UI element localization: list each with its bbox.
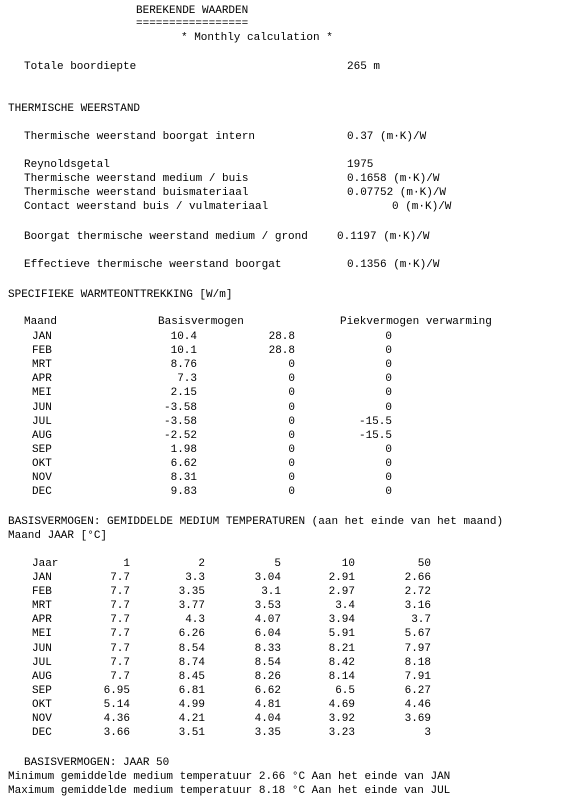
extraction-base-cell: 8.31 bbox=[170, 472, 197, 484]
thermal-label: Thermische weerstand buismateriaal bbox=[24, 187, 249, 199]
extraction-peak-cell: 0 bbox=[385, 345, 392, 358]
extraction-base-cell: -2.52 bbox=[163, 429, 197, 442]
temps-value-cell: 8.45 bbox=[178, 670, 205, 683]
extraction-peak-cell: 0 bbox=[385, 457, 392, 470]
thermal-label: Thermische weerstand medium / buis bbox=[24, 173, 249, 185]
temps-value-cell: 4.69 bbox=[328, 698, 355, 711]
temps-value-cell: 7.7 bbox=[110, 600, 130, 613]
thermal-label: Effectieve thermische weerstand boorgat bbox=[24, 259, 282, 271]
temps-value-cell: 2.66 bbox=[404, 572, 431, 584]
extraction-peak-cell: -15.5 bbox=[358, 429, 392, 442]
temps-month-cell: DEC bbox=[32, 727, 52, 740]
temps-value-cell: 6.62 bbox=[254, 684, 281, 697]
extraction-month-cell: OKT bbox=[32, 457, 52, 470]
extraction-month-cell: NOV bbox=[32, 472, 52, 484]
temps-month-cell: JAN bbox=[32, 572, 52, 584]
temps-value-cell: 3.35 bbox=[254, 727, 281, 740]
extraction-month-cell: SEP bbox=[32, 443, 52, 456]
thermal-value: 1975 bbox=[347, 159, 374, 171]
extraction-month-cell: JUN bbox=[32, 401, 52, 414]
extraction-base-cell: 7.3 bbox=[177, 373, 197, 386]
temps-col-header: 10 bbox=[341, 558, 355, 570]
temps-value-cell: 6.04 bbox=[254, 628, 281, 641]
temps-value-cell: 4.46 bbox=[404, 698, 431, 711]
extraction-month-cell: APR bbox=[32, 373, 52, 386]
temps-value-cell: 3.53 bbox=[254, 600, 281, 613]
temps-value-cell: 3.16 bbox=[404, 600, 431, 613]
temps-value-cell: 3.69 bbox=[404, 713, 431, 725]
temps-value-cell: 4.21 bbox=[178, 713, 205, 725]
temps-value-cell: 6.26 bbox=[178, 628, 205, 641]
temps-value-cell: 3.92 bbox=[328, 713, 355, 725]
temps-month-cell: APR bbox=[32, 614, 52, 627]
extraction-base-peak-cell: 0 bbox=[288, 415, 295, 428]
temps-value-cell: 8.42 bbox=[328, 656, 355, 669]
temps-col-header: 50 bbox=[417, 558, 431, 570]
extraction-month-cell: DEC bbox=[32, 486, 52, 499]
extraction-base-cell: 9.83 bbox=[170, 486, 197, 499]
temps-value-cell: 7.91 bbox=[404, 670, 431, 683]
temps-value-cell: 7.7 bbox=[110, 656, 130, 669]
temps-value-cell: 6.81 bbox=[178, 684, 205, 697]
extraction-base-cell: 10.4 bbox=[170, 331, 197, 343]
temps-value-cell: 8.33 bbox=[254, 642, 281, 655]
temps-value-cell: 8.14 bbox=[328, 670, 355, 683]
temps-value-cell: 3.4 bbox=[335, 600, 355, 613]
temps-value-cell: 8.18 bbox=[404, 656, 431, 669]
summary-min-line: Minimum gemiddelde medium temperatuur 2.66 °C Aan het einde van JAN bbox=[8, 771, 451, 783]
thermal-value: 0.1356 (m·K)/W bbox=[347, 259, 440, 271]
extraction-peak-cell: 0 bbox=[385, 486, 392, 499]
temps-value-cell: 3.66 bbox=[103, 727, 130, 740]
thermal-value: 0.1658 (m·K)/W bbox=[347, 173, 440, 185]
extraction-peak-cell: 0 bbox=[385, 443, 392, 456]
extraction-month-cell: JUL bbox=[32, 415, 52, 428]
extraction-peak-cell: 0 bbox=[385, 373, 392, 386]
temps-value-cell: 8.26 bbox=[254, 670, 281, 683]
summary-heading: BASISVERMOGEN: JAAR 50 bbox=[24, 757, 170, 769]
temps-month-cell: OKT bbox=[32, 698, 52, 711]
temps-value-cell: 8.74 bbox=[178, 656, 205, 669]
extraction-peak-cell: 0 bbox=[385, 401, 392, 414]
extraction-base-cell: -3.58 bbox=[163, 401, 197, 414]
extraction-peak-cell: 0 bbox=[385, 387, 392, 400]
thermal-value: 0 (m·K)/W bbox=[392, 201, 452, 213]
extraction-base-peak-cell: 0 bbox=[288, 472, 295, 484]
extraction-base-peak-cell: 0 bbox=[288, 486, 295, 499]
title-underline: ================= bbox=[136, 18, 249, 30]
temps-month-cell: MEI bbox=[32, 628, 52, 641]
temps-value-cell: 3.23 bbox=[328, 727, 355, 740]
temps-value-cell: 7.7 bbox=[110, 642, 130, 655]
temps-month-cell: JUN bbox=[32, 642, 52, 655]
temps-value-cell: 7.7 bbox=[110, 628, 130, 641]
depth-value: 265 m bbox=[347, 61, 381, 73]
extraction-base-peak-cell: 28.8 bbox=[268, 345, 295, 358]
temps-value-cell: 8.54 bbox=[178, 642, 205, 655]
extraction-base-cell: 1.98 bbox=[170, 443, 197, 456]
temps-value-cell: 7.97 bbox=[404, 642, 431, 655]
temps-value-cell: 4.07 bbox=[254, 614, 281, 627]
temps-value-cell: 5.67 bbox=[404, 628, 431, 641]
temps-month-cell: FEB bbox=[32, 586, 52, 599]
temps-value-cell: 4.81 bbox=[254, 698, 281, 711]
temps-value-cell: 6.27 bbox=[404, 684, 431, 697]
extraction-base-peak-cell: 0 bbox=[288, 401, 295, 414]
temps-value-cell: 4.99 bbox=[178, 698, 205, 711]
temps-col-header: 5 bbox=[274, 558, 281, 570]
summary-max-line: Maximum gemiddelde medium temperatuur 8.18 °C Aan het einde van JUL bbox=[8, 785, 451, 797]
col-base-header: Basisvermogen bbox=[158, 316, 244, 328]
temps-value-cell: 3.77 bbox=[178, 600, 205, 613]
report-subtitle: * Monthly calculation * bbox=[181, 32, 333, 44]
thermal-heading: THERMISCHE WEERSTAND bbox=[8, 103, 141, 115]
temps-subheading: Maand JAAR [°C] bbox=[8, 530, 108, 542]
extraction-base-peak-cell: 0 bbox=[288, 373, 295, 386]
depth-label: Totale boordiepte bbox=[24, 61, 137, 73]
thermal-value: 0.07752 (m·K)/W bbox=[347, 187, 447, 199]
extraction-base-peak-cell: 0 bbox=[288, 443, 295, 456]
col-peak-header: Piekvermogen verwarming bbox=[340, 316, 492, 328]
temps-value-cell: 3.7 bbox=[411, 614, 431, 627]
col-month-header: Maand bbox=[24, 316, 58, 328]
temps-value-cell: 5.14 bbox=[103, 698, 130, 711]
temps-month-cell: MRT bbox=[32, 600, 52, 613]
extraction-month-cell: AUG bbox=[32, 429, 52, 442]
extraction-peak-cell: 0 bbox=[385, 472, 392, 484]
thermal-value: 0.37 (m·K)/W bbox=[347, 131, 427, 143]
extraction-heading: SPECIFIEKE WARMTEONTTREKKING [W/m] bbox=[8, 289, 233, 301]
temps-value-cell: 6.95 bbox=[103, 684, 130, 697]
extraction-month-cell: MRT bbox=[32, 359, 52, 372]
extraction-base-cell: 8.76 bbox=[170, 359, 197, 372]
temps-value-cell: 3 bbox=[424, 727, 431, 740]
extraction-month-cell: JAN bbox=[32, 331, 52, 343]
extraction-base-cell: 10.1 bbox=[170, 345, 197, 358]
temps-value-cell: 4.3 bbox=[185, 614, 205, 627]
extraction-month-cell: MEI bbox=[32, 387, 52, 400]
extraction-base-cell: 2.15 bbox=[170, 387, 197, 400]
extraction-base-peak-cell: 0 bbox=[288, 387, 295, 400]
extraction-peak-cell: -15.5 bbox=[358, 415, 392, 428]
temps-value-cell: 2.72 bbox=[404, 586, 431, 599]
extraction-peak-cell: 0 bbox=[385, 359, 392, 372]
temps-value-cell: 7.7 bbox=[110, 586, 130, 599]
temps-col-header: 1 bbox=[123, 558, 130, 570]
extraction-base-cell: -3.58 bbox=[163, 415, 197, 428]
temps-month-cell: JUL bbox=[32, 656, 52, 669]
extraction-base-peak-cell: 0 bbox=[288, 457, 295, 470]
thermal-label: Contact weerstand buis / vulmateriaal bbox=[24, 201, 269, 213]
temps-value-cell: 2.91 bbox=[328, 572, 355, 584]
temps-heading: BASISVERMOGEN: GEMIDDELDE MEDIUM TEMPERATUREN (aan het einde van het maand) bbox=[8, 516, 504, 528]
temps-value-cell: 3.3 bbox=[185, 572, 205, 584]
temps-value-cell: 3.1 bbox=[261, 586, 281, 599]
temps-value-cell: 5.91 bbox=[328, 628, 355, 641]
temps-month-cell: NOV bbox=[32, 713, 52, 725]
extraction-base-peak-cell: 0 bbox=[288, 359, 295, 372]
extraction-base-peak-cell: 0 bbox=[288, 429, 295, 442]
temps-col-header: 2 bbox=[198, 558, 205, 570]
temps-month-cell: SEP bbox=[32, 684, 52, 697]
temps-month-cell: AUG bbox=[32, 670, 52, 683]
extraction-month-cell: FEB bbox=[32, 345, 52, 358]
temps-value-cell: 4.36 bbox=[103, 713, 130, 725]
temps-value-cell: 8.21 bbox=[328, 642, 355, 655]
temps-value-cell: 8.54 bbox=[254, 656, 281, 669]
temps-value-cell: 6.5 bbox=[335, 684, 355, 697]
thermal-value: 0.1197 (m·K)/W bbox=[337, 231, 430, 243]
temps-col-header: Jaar bbox=[32, 558, 59, 570]
extraction-base-peak-cell: 28.8 bbox=[268, 331, 295, 343]
report-title: BEREKENDE WAARDEN bbox=[136, 5, 249, 17]
temps-value-cell: 7.7 bbox=[110, 572, 130, 584]
temps-value-cell: 3.04 bbox=[254, 572, 281, 584]
temps-value-cell: 7.7 bbox=[110, 614, 130, 627]
temps-value-cell: 3.35 bbox=[178, 586, 205, 599]
extraction-peak-cell: 0 bbox=[385, 331, 392, 343]
extraction-base-cell: 6.62 bbox=[170, 457, 197, 470]
thermal-label: Reynoldsgetal bbox=[24, 159, 110, 171]
thermal-label: Boorgat thermische weerstand medium / grond bbox=[24, 231, 308, 243]
temps-value-cell: 7.7 bbox=[110, 670, 130, 683]
temps-value-cell: 3.51 bbox=[178, 727, 205, 740]
thermal-label: Thermische weerstand boorgat intern bbox=[24, 131, 256, 143]
temps-value-cell: 4.04 bbox=[254, 713, 281, 725]
temps-value-cell: 2.97 bbox=[328, 586, 355, 599]
temps-value-cell: 3.94 bbox=[328, 614, 355, 627]
